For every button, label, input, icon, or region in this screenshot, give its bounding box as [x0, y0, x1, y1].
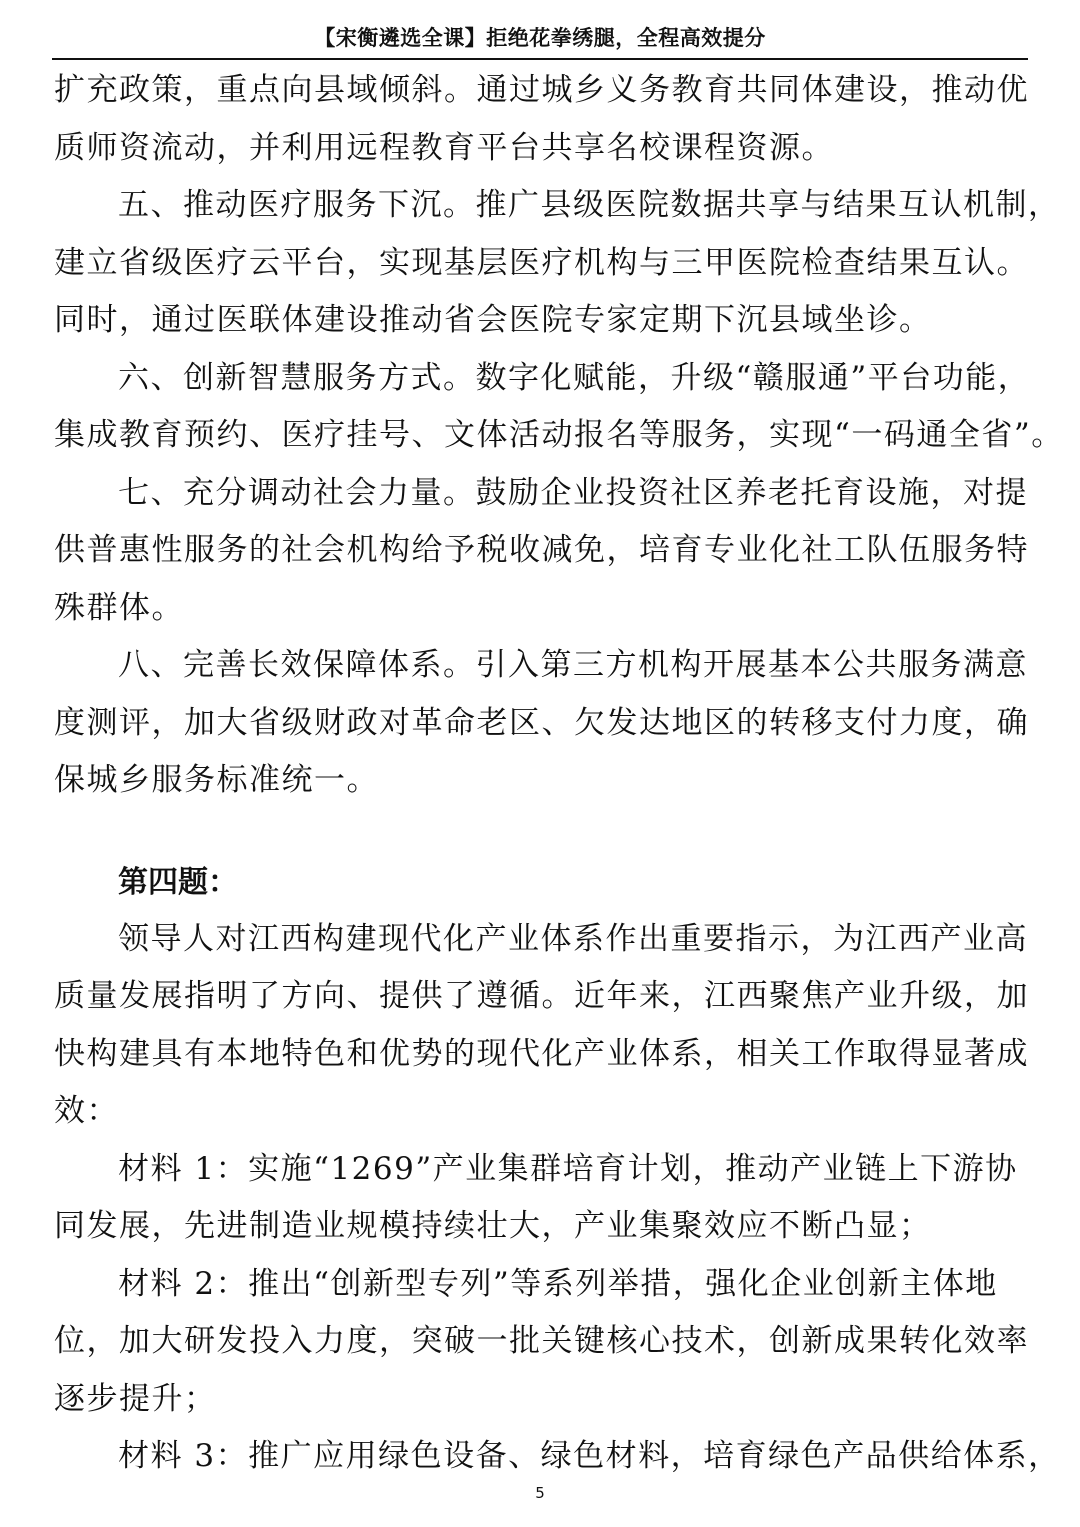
paragraph-line: 快构建具有本地特色和优势的现代化产业体系，相关工作取得显著成	[54, 1035, 1029, 1072]
section-title: 第四题：	[118, 864, 238, 900]
paragraph	[54, 177, 1061, 350]
document-body	[54, 62, 1064, 1486]
paragraph-line: 五、推动医疗服务下沉。推广县级医院数据共享与结果互认机制，	[118, 187, 1061, 223]
paragraph-line: 建立省级医疗云平台，实现基层医疗机构与三甲医院检查结果互认。	[54, 244, 1029, 281]
paragraph-line: 逐步提升；	[54, 1380, 217, 1417]
paragraph-line: 供普惠性服务的社会机构给予税收减免，培育专业化社工队伍服务特	[54, 532, 1029, 568]
paragraphs-bottom	[54, 911, 1061, 1486]
paragraph-line: 同发展，先进制造业规模持续壮大，产业集聚效应不断凸显；	[54, 1208, 932, 1244]
page-header: 【宋衡遴选全课】拒绝花拳绣腿，全程高效提分	[52, 18, 1028, 60]
paragraph-line: 同时，通过医联体建设推动省会医院专家定期下沉县域坐诊。	[54, 302, 932, 338]
paragraph-line: 集成教育预约、医疗挂号、文体活动报名等服务，实现“一码通全省”。	[54, 417, 1064, 453]
paragraph-line: 保城乡服务标准统一。	[54, 762, 379, 798]
paragraph	[54, 465, 1030, 638]
paragraph-line: 七、充分调动社会力量。鼓励企业投资社区养老托育设施，对提	[118, 474, 1028, 511]
paragraph	[54, 62, 1030, 177]
paragraph	[54, 1256, 1030, 1429]
paragraph	[54, 637, 1030, 810]
paragraph-line: 材料 1：实施“1269”产业集群培育计划，推动产业链上下游协	[118, 1150, 1018, 1187]
paragraph	[54, 1141, 1030, 1256]
paragraphs-top	[54, 62, 1064, 810]
paragraph-line: 八、完善长效保障体系。引入第三方机构开展基本公共服务满意	[118, 647, 1028, 683]
paragraph-line: 质师资流动，并利用远程教育平台共享名校课程资源。	[54, 129, 834, 166]
paragraph-line: 扩充政策，重点向县域倾斜。通过城乡义务教育共同体建设，推动优	[54, 72, 1029, 108]
page-number: 5	[535, 1484, 545, 1502]
paragraph-line: 效：	[54, 1093, 119, 1129]
paragraph-line: 度测评，加大省级财政对革命老区、欠发达地区的转移支付力度，确	[54, 704, 1029, 741]
paragraph-line: 六、创新智慧服务方式。数字化赋能，升级“赣服通”平台功能，	[118, 359, 1031, 396]
paragraph	[54, 1428, 1061, 1486]
paragraph-line: 位，加大研发投入力度，突破一批关键核心技术，创新成果转化效率	[54, 1323, 1029, 1359]
paragraph-line: 质量发展指明了方向、提供了遵循。近年来，江西聚焦产业升级，加	[54, 978, 1029, 1014]
paragraph-line: 材料 2：推出“创新型专列”等系列举措，强化企业创新主体地	[118, 1265, 998, 1302]
paragraph-line: 殊群体。	[54, 589, 184, 626]
paragraph-line: 领导人对江西构建现代化产业体系作出重要指示，为江西产业高	[118, 920, 1028, 957]
paragraph	[54, 911, 1030, 1141]
paragraph	[54, 350, 1064, 465]
paragraph-line: 材料 3：推广应用绿色设备、绿色材料，培育绿色产品供给体系，	[118, 1438, 1061, 1474]
